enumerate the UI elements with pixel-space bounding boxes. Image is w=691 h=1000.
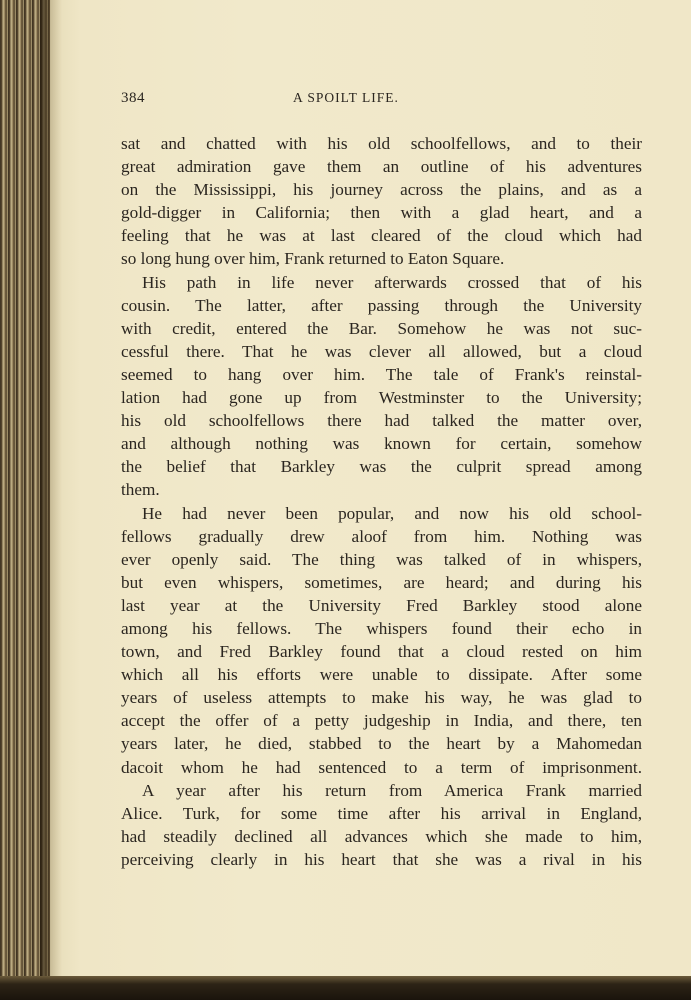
text-line: great admiration gave them an outline of his adventures [121, 157, 642, 177]
text-line: feeling that he was at last cleared of the cloud which had [121, 226, 642, 246]
text-line: A year after his return from America Frank married [142, 780, 642, 800]
page-content [121, 90, 642, 871]
text-line: cousin. The latter, after passing through the University [121, 295, 642, 315]
text-line: had steadily declined all advances which she made to him, [121, 826, 642, 846]
paragraph-1 [121, 132, 642, 271]
text-line: them. [121, 480, 160, 500]
text-line: town, and Fred Barkley found that a cloud rested on him [121, 642, 642, 662]
text-line: cessful there. That he was clever all allowed, but a cloud [121, 341, 642, 361]
running-title: A SPOILT LIFE. [293, 90, 399, 105]
page-number: 384 [121, 90, 145, 106]
text-line: and although nothing was known for certain, somehow [121, 434, 642, 454]
paragraph-4 [121, 779, 642, 871]
text-line: with credit, entered the Bar. Somehow he was not suc- [121, 318, 642, 338]
paragraph-2 [121, 271, 642, 502]
text-line: but even whispers, sometimes, are heard; and during his [121, 572, 642, 592]
text-line: dacoit whom he had sentenced to a term of imprisonment. [121, 757, 642, 777]
gutter-shadow [40, 0, 62, 1000]
text-line: perceiving clearly in his heart that she was a rival in his [121, 849, 642, 869]
text-line: years later, he died, stabbed to the heart by a Mahomedan [121, 734, 642, 754]
text-line: Alice. Turk, for some time after his arrival in England, [121, 803, 642, 823]
text-line: fellows gradually drew aloof from him. Nothing was [121, 526, 642, 546]
body-text [121, 132, 642, 871]
text-line: among his fellows. The whispers found their echo in [121, 618, 642, 638]
text-line: His path in life never afterwards crossed that of his [142, 272, 642, 292]
page-bottom-edge [0, 976, 691, 1000]
text-line: his old schoolfellows there had talked the matter over, [121, 411, 642, 431]
text-line: years of useless attempts to make his way, he was glad to [121, 688, 642, 708]
text-line: so long hung over him, Frank returned to Eaton Square. [121, 249, 505, 269]
text-line: seemed to hang over him. The tale of Frank's reinstal- [121, 364, 642, 384]
text-line: ever openly said. The thing was talked of in whispers, [121, 549, 642, 569]
text-line: sat and chatted with his old schoolfellows, and to their [121, 134, 642, 153]
text-line: gold-digger in California; then with a glad heart, and a [121, 203, 642, 223]
text-line: last year at the University Fred Barkley stood alone [121, 595, 642, 615]
paragraph-3 [121, 502, 642, 779]
text-line: accept the offer of a petty judgeship in India, and there, ten [121, 711, 642, 731]
text-line: which all his efforts were unable to dissipate. After some [121, 665, 642, 685]
text-line: lation had gone up from Westminster to the University; [121, 388, 642, 408]
text-line: the belief that Barkley was the culprit spread among [121, 457, 642, 477]
text-line: on the Mississippi, his journey across the plains, and as a [121, 180, 642, 200]
running-head [121, 90, 642, 114]
text-line: He had never been popular, and now his old school- [142, 503, 642, 523]
